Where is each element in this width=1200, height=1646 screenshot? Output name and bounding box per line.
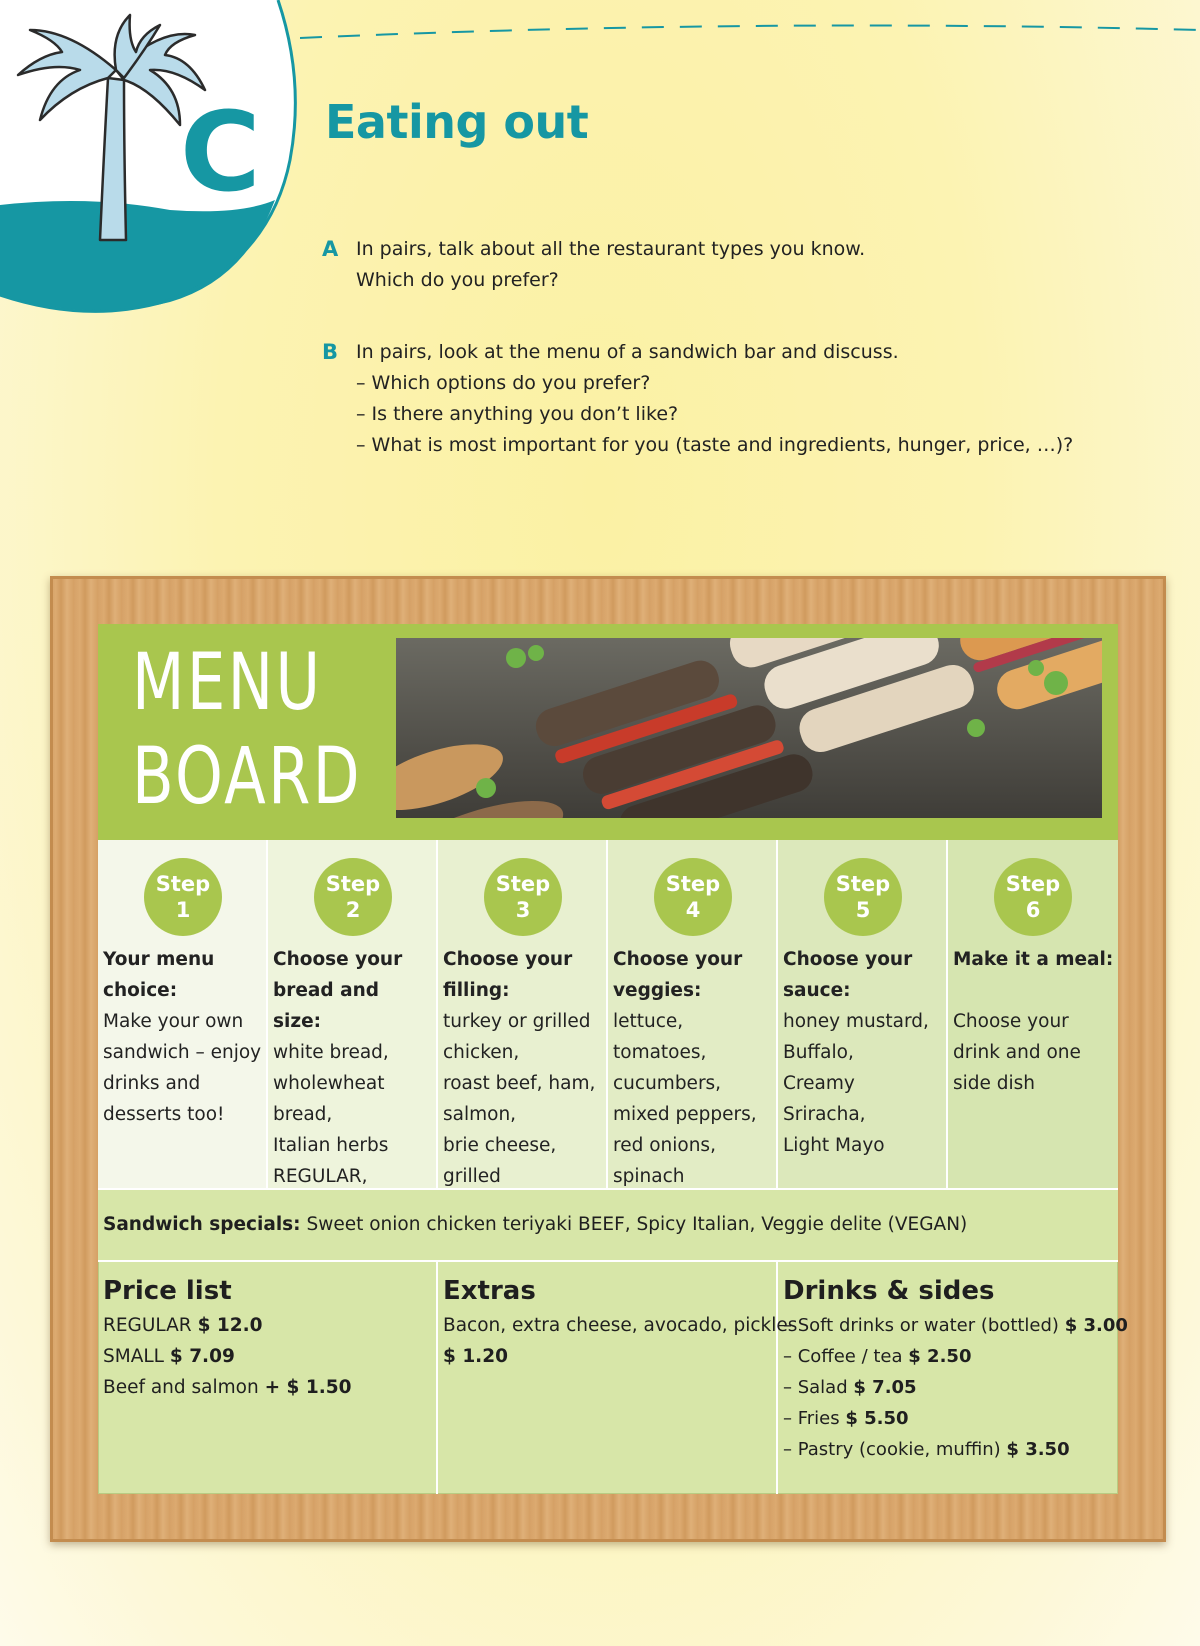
drink-item-price: $ 3.00 bbox=[1064, 1315, 1128, 1336]
step-heading: Choose your filling: bbox=[443, 949, 573, 1001]
step-heading: Choose your veggies: bbox=[613, 949, 743, 1001]
drink-item-name: – Salad bbox=[783, 1377, 848, 1398]
drink-item bbox=[783, 1341, 1118, 1372]
unit-badge bbox=[0, 0, 310, 320]
step-column bbox=[268, 840, 438, 1188]
menu-bottom-section bbox=[98, 1262, 1128, 1494]
step-body: turkey or grilled chicken, roast beef, ham, salmon, brie cheese, grilled bbox=[443, 1011, 596, 1187]
step-column bbox=[948, 840, 1118, 1188]
step-label: Step bbox=[495, 872, 551, 896]
step-badge bbox=[824, 858, 902, 936]
drink-item bbox=[783, 1310, 1128, 1341]
page-title: Eating out bbox=[325, 95, 589, 149]
step-heading: Choose your bread and size: bbox=[273, 949, 403, 1032]
extras bbox=[438, 1262, 798, 1494]
price-item-name: Beef and salmon bbox=[103, 1377, 259, 1398]
price-item bbox=[103, 1341, 436, 1372]
drink-item bbox=[783, 1372, 1118, 1403]
task-text: In pairs, talk about all the restaurant types you know. bbox=[356, 238, 866, 260]
menu-board-header bbox=[98, 624, 1118, 840]
step-number: 4 bbox=[685, 898, 701, 922]
extras-price: $ 1.20 bbox=[443, 1346, 508, 1367]
task-text: Which do you prefer? bbox=[356, 269, 559, 291]
menu-board bbox=[98, 624, 1128, 1494]
step-body: Choose your drink and one side dish bbox=[953, 1011, 1081, 1094]
step-number: 5 bbox=[855, 898, 871, 922]
menu-board-title bbox=[132, 636, 362, 824]
step-column bbox=[438, 840, 608, 1188]
step-column bbox=[98, 840, 268, 1188]
price-list bbox=[98, 1262, 438, 1494]
step-heading: Make it a meal: bbox=[953, 949, 1114, 970]
drink-item bbox=[783, 1434, 1118, 1465]
step-body: Make your own sandwich – enjoy drinks and desserts too! bbox=[103, 1011, 262, 1125]
step-label: Step bbox=[1005, 872, 1061, 896]
task-text: – Is there anything you don’t like? bbox=[356, 403, 679, 425]
step-label: Step bbox=[665, 872, 721, 896]
extras-text: Bacon, extra cheese, avocado, pickles bbox=[443, 1315, 798, 1336]
step-column bbox=[778, 840, 948, 1188]
step-number: 6 bbox=[1025, 898, 1041, 922]
step-number: 2 bbox=[345, 898, 361, 922]
price-item bbox=[103, 1310, 436, 1341]
sandwich-specials bbox=[98, 1188, 1118, 1262]
menu-steps bbox=[98, 840, 1118, 1188]
task-a bbox=[322, 234, 865, 296]
step-badge bbox=[484, 858, 562, 936]
step-body: white bread, wholewheat bread, Italian herbs REGULAR, bbox=[273, 1042, 389, 1187]
drink-item-name: – Soft drinks or water (bottled) bbox=[783, 1315, 1059, 1336]
task-letter: A bbox=[322, 237, 339, 261]
price-item-name: REGULAR bbox=[103, 1315, 192, 1336]
step-badge bbox=[994, 858, 1072, 936]
step-number: 1 bbox=[175, 898, 191, 922]
task-text: – What is most important for you (taste and ingredients, hunger, price, …)? bbox=[356, 434, 1074, 456]
menu-title-line: MENU bbox=[132, 638, 323, 728]
drink-item-name: – Coffee / tea bbox=[783, 1346, 903, 1367]
step-badge bbox=[654, 858, 732, 936]
step-heading: Choose your sauce: bbox=[783, 949, 913, 1001]
task-text: In pairs, look at the menu of a sandwich bar and discuss. bbox=[356, 341, 899, 363]
price-item-name: SMALL bbox=[103, 1346, 164, 1367]
task-b bbox=[322, 337, 1073, 461]
dashed-divider bbox=[300, 22, 1200, 42]
step-body: honey mustard, Buffalo, Creamy Sriracha, Light Mayo bbox=[783, 1011, 929, 1156]
task-letter: B bbox=[322, 340, 339, 364]
step-badge bbox=[314, 858, 392, 936]
drink-item-name: – Fries bbox=[783, 1408, 840, 1429]
price-item-price: + $ 1.50 bbox=[264, 1377, 352, 1398]
drink-item bbox=[783, 1403, 1118, 1434]
step-heading: Your menu choice: bbox=[103, 949, 215, 1001]
price-item bbox=[103, 1372, 436, 1403]
price-item-price: $ 12.0 bbox=[197, 1315, 263, 1336]
step-body: lettuce, tomatoes, cucumbers, mixed peppers, red onions, spinach bbox=[613, 1011, 757, 1187]
drink-item-name: – Pastry (cookie, muffin) bbox=[783, 1439, 1001, 1460]
price-list-heading: Price list bbox=[103, 1276, 232, 1306]
step-badge bbox=[144, 858, 222, 936]
menu-board-frame bbox=[50, 576, 1166, 1542]
step-label: Step bbox=[325, 872, 381, 896]
drinks-sides bbox=[778, 1262, 1128, 1494]
step-number: 3 bbox=[515, 898, 531, 922]
unit-letter: C bbox=[180, 88, 261, 216]
step-label: Step bbox=[155, 872, 211, 896]
drinks-sides-heading: Drinks & sides bbox=[783, 1276, 995, 1306]
menu-title-line: BOARD bbox=[132, 732, 362, 822]
sandwich-photo bbox=[396, 638, 1102, 818]
extras-heading: Extras bbox=[443, 1276, 536, 1306]
specials-label: Sandwich specials: bbox=[103, 1214, 301, 1235]
drink-item-price: $ 7.05 bbox=[853, 1377, 917, 1398]
task-text: – Which options do you prefer? bbox=[356, 372, 651, 394]
drink-item-price: $ 2.50 bbox=[908, 1346, 972, 1367]
specials-text: Sweet onion chicken teriyaki BEEF, Spicy Italian, Veggie delite (VEGAN) bbox=[306, 1214, 968, 1235]
step-label: Step bbox=[835, 872, 891, 896]
drink-item-price: $ 3.50 bbox=[1006, 1439, 1070, 1460]
step-column bbox=[608, 840, 778, 1188]
drink-item-price: $ 5.50 bbox=[845, 1408, 909, 1429]
price-item-price: $ 7.09 bbox=[169, 1346, 235, 1367]
